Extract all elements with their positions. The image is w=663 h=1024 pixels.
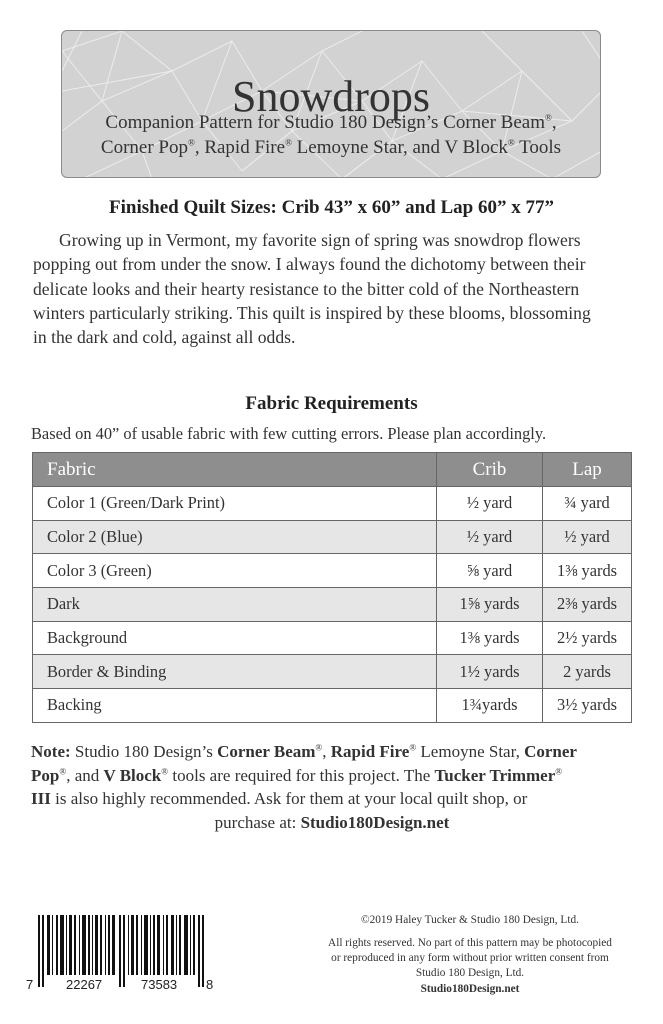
column-header-lap: Lap — [543, 453, 632, 487]
lap-amount-cell: 1⅜ yards — [543, 554, 632, 588]
crib-amount-cell: 1¾yards — [437, 689, 543, 723]
website-link[interactable]: Studio180Design.net — [300, 812, 450, 832]
table-row — [33, 554, 632, 588]
rights-line: Studio 180 Design, Ltd. — [415, 967, 525, 979]
table-row — [33, 588, 632, 622]
fabric-name-cell: Color 2 (Blue) — [33, 520, 437, 554]
table-row — [33, 520, 632, 554]
column-header-crib: Crib — [437, 453, 543, 487]
intro-line: in the dark and cold, against all odds. — [33, 327, 296, 348]
subtitle-line-2: Corner Pop®, Rapid Fire® Lemoyne Star, and V Block® Tools — [100, 137, 562, 158]
crib-amount-cell: 1⅝ yards — [437, 588, 543, 622]
barcode-digit-group: 73583 — [141, 977, 178, 992]
table-header-row — [33, 453, 632, 487]
column-header-fabric: Fabric — [33, 453, 437, 487]
tools-note — [31, 740, 633, 834]
table-row — [33, 655, 632, 689]
fabric-name-cell: Color 1 (Green/Dark Print) — [33, 487, 437, 521]
fabric-name-cell: Border & Binding — [33, 655, 437, 689]
website-footer[interactable]: Studio180Design.net — [420, 983, 520, 995]
upc-barcode — [26, 915, 216, 1015]
table-row — [33, 689, 632, 723]
intro-line: winters particularly striking. This quilt is inspired by these blooms, blossoming — [33, 302, 591, 323]
crib-amount-cell: ½ yard — [437, 520, 543, 554]
barcode-digit-prefix: 7 — [26, 977, 34, 992]
crib-amount-cell: ½ yard — [437, 487, 543, 521]
barcode-digit-group: 22267 — [66, 977, 103, 992]
lap-amount-cell: ½ yard — [543, 520, 632, 554]
fabric-requirements-heading: Fabric Requirements — [245, 393, 418, 414]
crib-amount-cell: 1½ yards — [437, 655, 543, 689]
note-line: Pop®, and V Block® tools are required for this project. The Tucker Trimmer® — [31, 765, 563, 785]
subtitle-line-1: Companion Pattern for Studio 180 Design’s Corner Beam®, — [105, 112, 557, 133]
intro-line: Growing up in Vermont, my favorite sign of spring was snowdrop flowers — [59, 230, 581, 250]
pattern-title: Snowdrops — [231, 72, 431, 121]
fabric-name-cell: Background — [33, 621, 437, 655]
crib-amount-cell: 1⅜ yards — [437, 621, 543, 655]
lap-amount-cell: 2 yards — [543, 655, 632, 689]
header-box — [61, 30, 601, 178]
intro-line: popping out from under the snow. I always found the dichotomy between their — [33, 254, 586, 275]
fabric-requirements-table — [32, 452, 632, 723]
fabric-name-cell: Backing — [33, 689, 437, 723]
lap-amount-cell: 2½ yards — [543, 621, 632, 655]
fabric-name-cell: Dark — [33, 588, 437, 622]
finished-quilt-sizes: Finished Quilt Sizes: Crib 43” x 60” and Lap 60” x 77” — [109, 197, 554, 218]
lap-amount-cell: ¾ yard — [543, 487, 632, 521]
barcode-digit-check: 8 — [206, 977, 214, 992]
lap-amount-cell: 3½ yards — [543, 689, 632, 723]
fabric-basis-note: Based on 40” of usable fabric with few cutting errors. Please plan accordingly. — [31, 424, 547, 443]
rights-line: or reproduced in any form without prior written consent from — [331, 952, 609, 964]
fabric-name-cell: Color 3 (Green) — [33, 554, 437, 588]
note-line: purchase at: Studio180Design.net — [214, 812, 450, 832]
table-row — [33, 621, 632, 655]
intro-line: delicate looks and their hearty resistance to the bitter cold of the Northeastern — [33, 278, 580, 299]
rights-line: All rights reserved. No part of this pattern may be photocopied — [328, 937, 612, 949]
note-line: III is also highly recommended. Ask for them at your local quilt shop, or — [31, 789, 528, 808]
lap-amount-cell: 2⅜ yards — [543, 588, 632, 622]
table-row — [33, 487, 632, 521]
intro-paragraph — [33, 228, 635, 349]
note-line: Note: Studio 180 Design’s Corner Beam®, Rapid Fire® Lemoyne Star, Corner — [31, 742, 577, 761]
copyright-line: ©2019 Haley Tucker & Studio 180 Design, Ltd. — [361, 914, 579, 926]
crib-amount-cell: ⅝ yard — [437, 554, 543, 588]
